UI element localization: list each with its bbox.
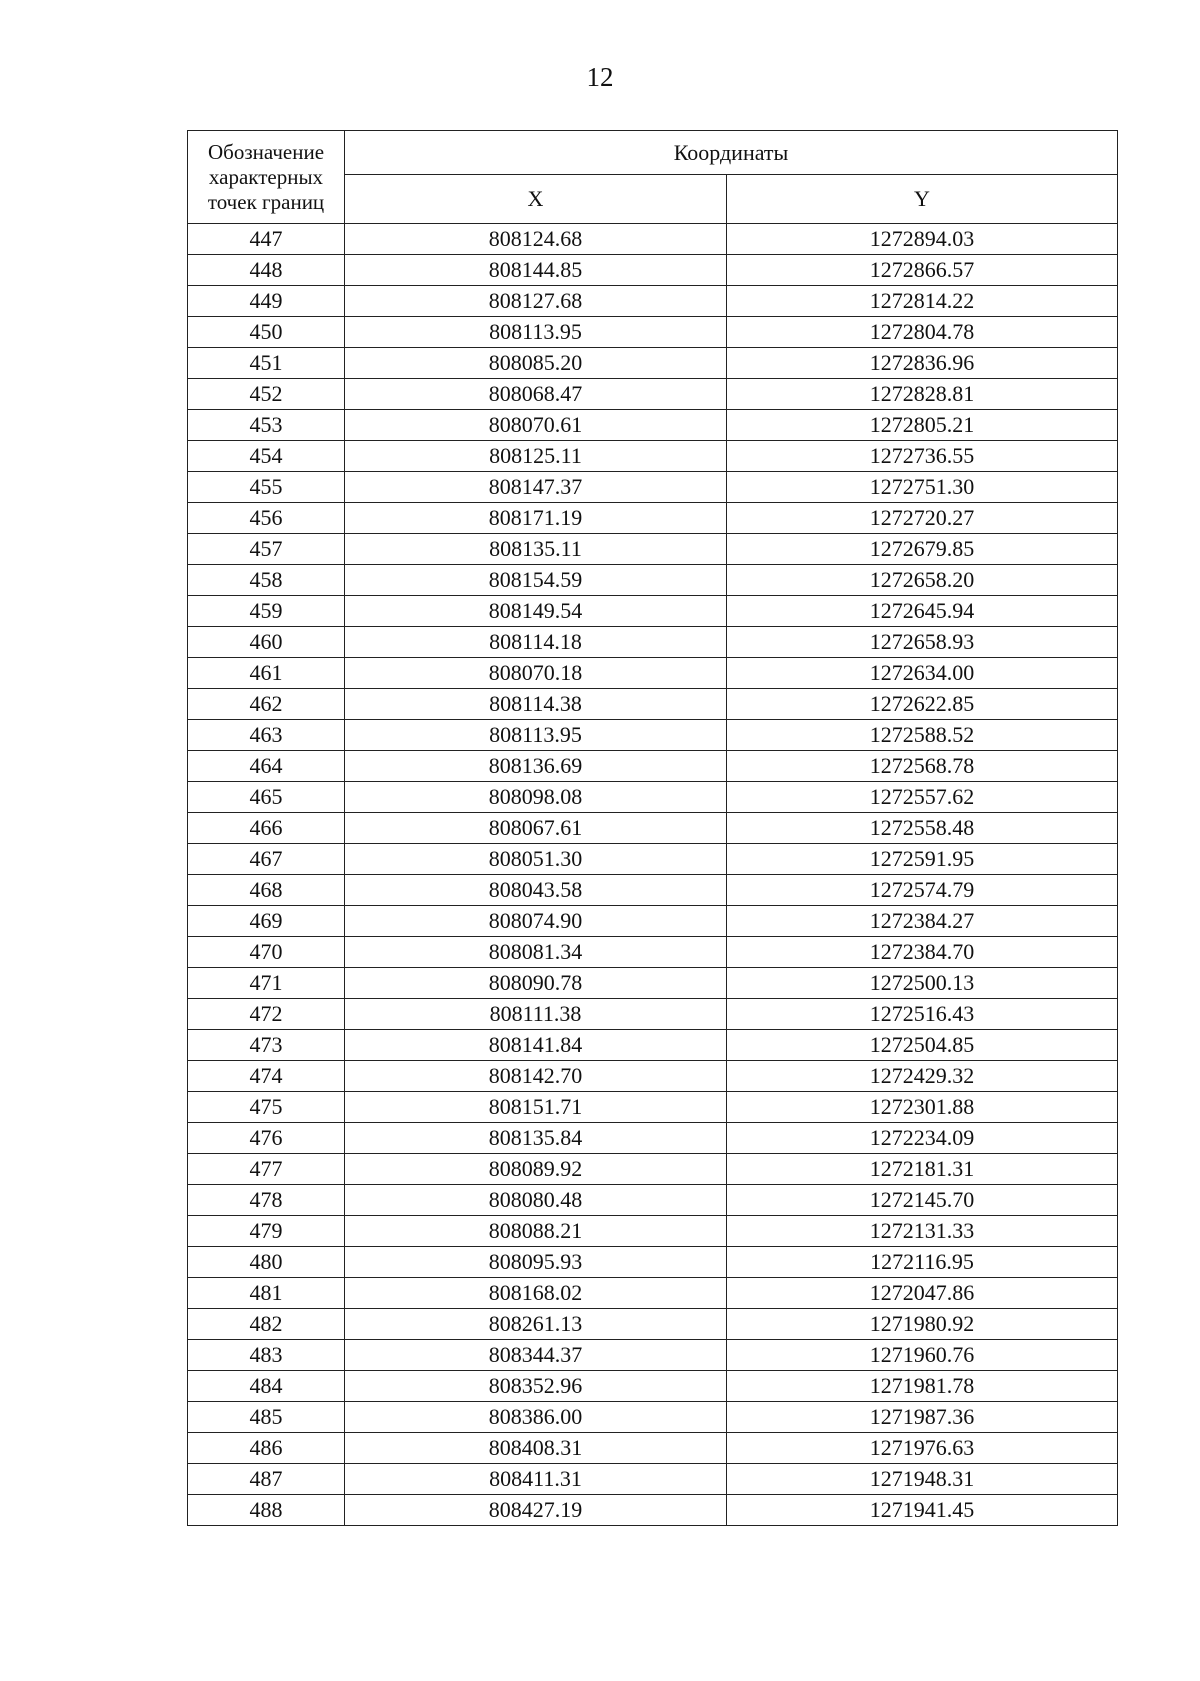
table-row [188,658,1118,689]
table-row [188,596,1118,627]
x-coordinate-cell: 808408.31 [345,1433,727,1464]
point-id-cell: 479 [188,1216,345,1247]
table-row [188,1185,1118,1216]
table-row [188,1278,1118,1309]
table-row [188,782,1118,813]
point-id-cell: 481 [188,1278,345,1309]
table-row [188,937,1118,968]
table-row [188,999,1118,1030]
point-id-cell: 447 [188,224,345,255]
point-id-cell: 486 [188,1433,345,1464]
point-id-cell: 484 [188,1371,345,1402]
point-id-cell: 487 [188,1464,345,1495]
header-row-top [188,131,1118,175]
table-row [188,813,1118,844]
table-row [188,1433,1118,1464]
x-coordinate-cell: 808411.31 [345,1464,727,1495]
x-coordinate-cell: 808154.59 [345,565,727,596]
y-coordinate-cell: 1272622.85 [727,689,1118,720]
table-row [188,1092,1118,1123]
point-id-cell: 467 [188,844,345,875]
x-coordinate-cell: 808070.61 [345,410,727,441]
y-coordinate-cell: 1272736.55 [727,441,1118,472]
y-coordinate-cell: 1272894.03 [727,224,1118,255]
point-id-cell: 482 [188,1309,345,1340]
x-coordinate-cell: 808113.95 [345,720,727,751]
y-coordinate-cell: 1272658.20 [727,565,1118,596]
x-coordinate-cell: 808067.61 [345,813,727,844]
point-id-cell: 466 [188,813,345,844]
x-coordinate-cell: 808074.90 [345,906,727,937]
point-id-cell: 458 [188,565,345,596]
y-coordinate-cell: 1271948.31 [727,1464,1118,1495]
x-coordinate-cell: 808088.21 [345,1216,727,1247]
x-coordinate-cell: 808135.84 [345,1123,727,1154]
point-id-cell: 465 [188,782,345,813]
y-coordinate-cell: 1272814.22 [727,286,1118,317]
point-id-cell: 473 [188,1030,345,1061]
point-id-cell: 455 [188,472,345,503]
table-row [188,472,1118,503]
x-coordinate-cell: 808136.69 [345,751,727,782]
point-id-cell: 468 [188,875,345,906]
point-designation-header: Обозначение характерных точек границ [188,131,345,224]
point-id-cell: 471 [188,968,345,999]
y-coordinate-cell: 1272866.57 [727,255,1118,286]
table-row [188,689,1118,720]
table-row [188,1030,1118,1061]
point-id-cell: 463 [188,720,345,751]
table-row [188,1061,1118,1092]
point-id-cell: 456 [188,503,345,534]
y-coordinate-cell: 1271976.63 [727,1433,1118,1464]
x-coordinate-cell: 808085.20 [345,348,727,379]
point-id-cell: 480 [188,1247,345,1278]
x-column-header: X [345,175,727,224]
x-coordinate-cell: 808135.11 [345,534,727,565]
point-id-cell: 451 [188,348,345,379]
x-coordinate-cell: 808142.70 [345,1061,727,1092]
table-row [188,1340,1118,1371]
y-coordinate-cell: 1272805.21 [727,410,1118,441]
y-coordinate-cell: 1272658.93 [727,627,1118,658]
x-coordinate-cell: 808344.37 [345,1340,727,1371]
x-coordinate-cell: 808089.92 [345,1154,727,1185]
x-coordinate-cell: 808125.11 [345,441,727,472]
page-number: 12 [586,62,614,92]
x-coordinate-cell: 808098.08 [345,782,727,813]
x-coordinate-cell: 808114.18 [345,627,727,658]
table-row [188,1216,1118,1247]
x-coordinate-cell: 808386.00 [345,1402,727,1433]
y-coordinate-cell: 1272568.78 [727,751,1118,782]
table-row [188,348,1118,379]
x-coordinate-cell: 808171.19 [345,503,727,534]
point-id-cell: 454 [188,441,345,472]
point-id-cell: 475 [188,1092,345,1123]
x-coordinate-cell: 808261.13 [345,1309,727,1340]
x-coordinate-cell: 808151.71 [345,1092,727,1123]
table-row [188,534,1118,565]
table-row [188,1371,1118,1402]
y-coordinate-cell: 1272634.00 [727,658,1118,689]
y-coordinate-cell: 1271941.45 [727,1495,1118,1526]
x-coordinate-cell: 808114.38 [345,689,727,720]
point-id-cell: 464 [188,751,345,782]
x-coordinate-cell: 808127.68 [345,286,727,317]
x-coordinate-cell: 808352.96 [345,1371,727,1402]
table-row [188,565,1118,596]
x-coordinate-cell: 808147.37 [345,472,727,503]
y-coordinate-cell: 1272591.95 [727,844,1118,875]
table-row [188,255,1118,286]
y-coordinate-cell: 1272384.70 [727,937,1118,968]
point-id-cell: 449 [188,286,345,317]
x-coordinate-cell: 808124.68 [345,224,727,255]
point-id-cell: 470 [188,937,345,968]
y-coordinate-cell: 1272429.32 [727,1061,1118,1092]
point-id-cell: 474 [188,1061,345,1092]
table-row [188,317,1118,348]
point-id-cell: 450 [188,317,345,348]
table-row [188,1309,1118,1340]
point-id-cell: 461 [188,658,345,689]
x-coordinate-cell: 808081.34 [345,937,727,968]
table-row [188,751,1118,782]
point-id-cell: 472 [188,999,345,1030]
table-row [188,968,1118,999]
y-coordinate-cell: 1272500.13 [727,968,1118,999]
y-coordinate-cell: 1272557.62 [727,782,1118,813]
x-coordinate-cell: 808095.93 [345,1247,727,1278]
point-id-cell: 469 [188,906,345,937]
y-column-header: Y [727,175,1118,224]
x-coordinate-cell: 808068.47 [345,379,727,410]
y-coordinate-cell: 1272516.43 [727,999,1118,1030]
table-row [188,1123,1118,1154]
table-row [188,720,1118,751]
table-row [188,906,1118,937]
x-coordinate-cell: 808051.30 [345,844,727,875]
table-header [188,131,1118,224]
table-row [188,379,1118,410]
y-coordinate-cell: 1272384.27 [727,906,1118,937]
point-id-cell: 459 [188,596,345,627]
point-id-cell: 452 [188,379,345,410]
point-id-cell: 448 [188,255,345,286]
point-id-cell: 460 [188,627,345,658]
table-row [188,410,1118,441]
x-coordinate-cell: 808427.19 [345,1495,727,1526]
y-coordinate-cell: 1272558.48 [727,813,1118,844]
point-id-cell: 457 [188,534,345,565]
y-coordinate-cell: 1272836.96 [727,348,1118,379]
point-id-cell: 476 [188,1123,345,1154]
y-coordinate-cell: 1271980.92 [727,1309,1118,1340]
table-row [188,286,1118,317]
x-coordinate-cell: 808141.84 [345,1030,727,1061]
table-row [188,224,1118,255]
table-row [188,1247,1118,1278]
x-coordinate-cell: 808113.95 [345,317,727,348]
table-row [188,1402,1118,1433]
x-coordinate-cell: 808149.54 [345,596,727,627]
y-coordinate-cell: 1272145.70 [727,1185,1118,1216]
coordinates-header: Координаты [345,131,1118,175]
table-body [188,224,1118,1526]
table-row [188,503,1118,534]
x-coordinate-cell: 808144.85 [345,255,727,286]
point-id-cell: 462 [188,689,345,720]
y-coordinate-cell: 1272131.33 [727,1216,1118,1247]
y-coordinate-cell: 1272116.95 [727,1247,1118,1278]
y-coordinate-cell: 1272645.94 [727,596,1118,627]
table-row [188,1464,1118,1495]
y-coordinate-cell: 1272574.79 [727,875,1118,906]
table-row [188,1154,1118,1185]
table-row [188,441,1118,472]
x-coordinate-cell: 808168.02 [345,1278,727,1309]
y-coordinate-cell: 1272301.88 [727,1092,1118,1123]
x-coordinate-cell: 808043.58 [345,875,727,906]
coordinates-table [187,130,1118,1526]
y-coordinate-cell: 1272720.27 [727,503,1118,534]
y-coordinate-cell: 1272804.78 [727,317,1118,348]
y-coordinate-cell: 1272504.85 [727,1030,1118,1061]
y-coordinate-cell: 1272751.30 [727,472,1118,503]
x-coordinate-cell: 808111.38 [345,999,727,1030]
x-coordinate-cell: 808070.18 [345,658,727,689]
table-row [188,627,1118,658]
point-id-cell: 483 [188,1340,345,1371]
point-id-cell: 485 [188,1402,345,1433]
y-coordinate-cell: 1272047.86 [727,1278,1118,1309]
y-coordinate-cell: 1272679.85 [727,534,1118,565]
y-coordinate-cell: 1271960.76 [727,1340,1118,1371]
y-coordinate-cell: 1272181.31 [727,1154,1118,1185]
table-row [188,875,1118,906]
y-coordinate-cell: 1272828.81 [727,379,1118,410]
point-id-cell: 478 [188,1185,345,1216]
table-row [188,1495,1118,1526]
point-id-cell: 453 [188,410,345,441]
x-coordinate-cell: 808090.78 [345,968,727,999]
point-id-cell: 488 [188,1495,345,1526]
table-row [188,844,1118,875]
y-coordinate-cell: 1272588.52 [727,720,1118,751]
point-id-cell: 477 [188,1154,345,1185]
x-coordinate-cell: 808080.48 [345,1185,727,1216]
y-coordinate-cell: 1271981.78 [727,1371,1118,1402]
y-coordinate-cell: 1272234.09 [727,1123,1118,1154]
y-coordinate-cell: 1271987.36 [727,1402,1118,1433]
